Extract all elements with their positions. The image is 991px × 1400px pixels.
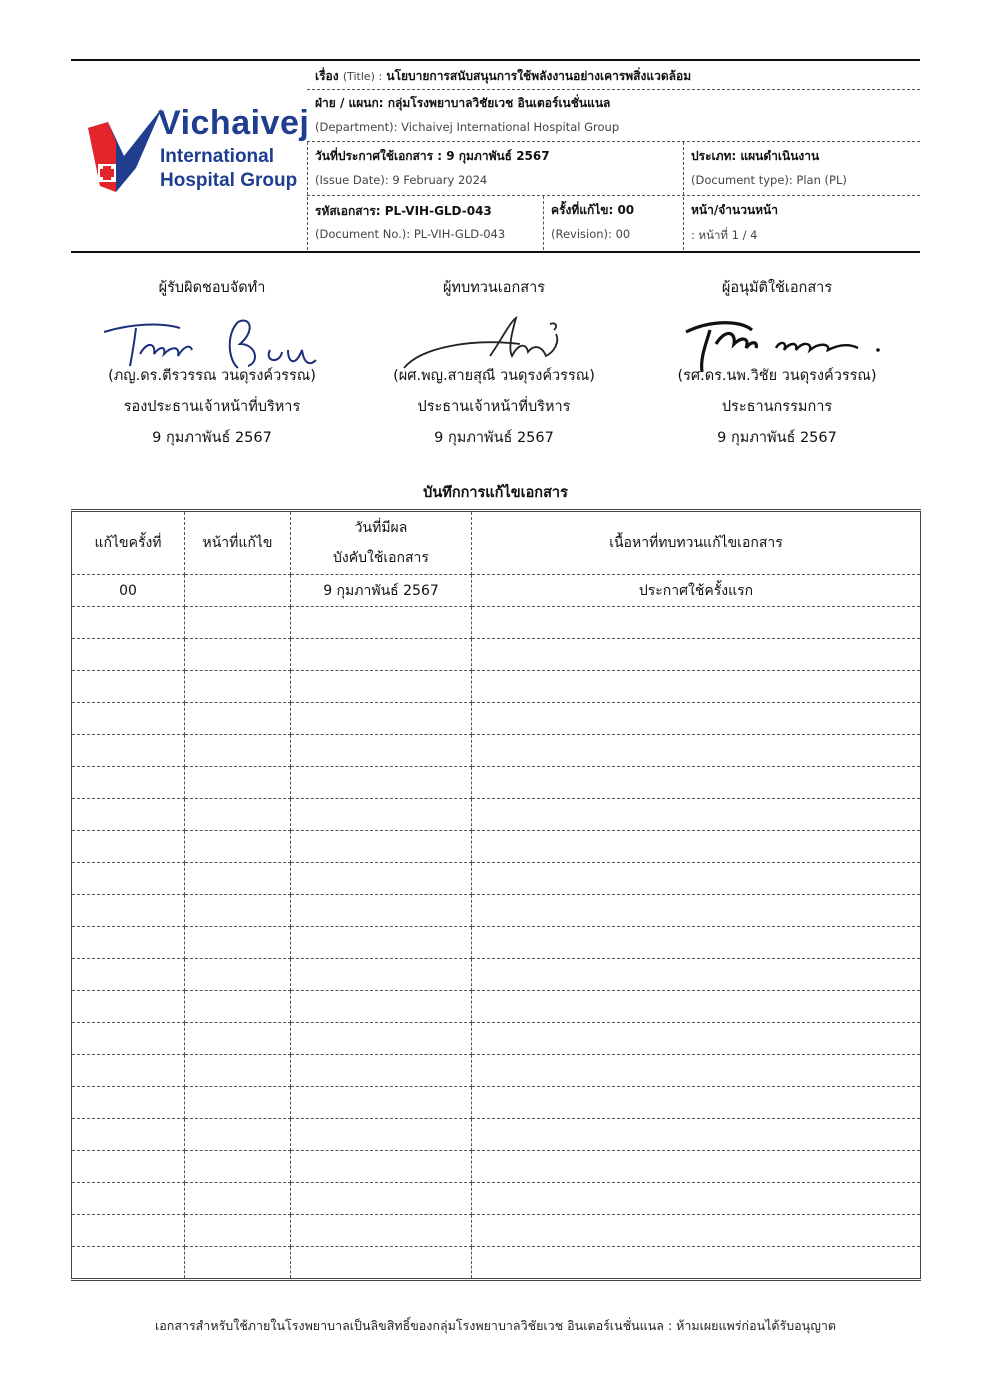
table-cell-empty	[291, 1119, 472, 1151]
table-cell-empty	[72, 767, 185, 799]
table-row-empty	[72, 863, 921, 895]
table-row-empty	[72, 991, 921, 1023]
header-divider	[543, 196, 544, 250]
table-cell-empty	[291, 607, 472, 639]
table-cell-empty	[472, 1247, 921, 1280]
table-cell-empty	[291, 1055, 472, 1087]
signature-block-preparer-details	[62, 366, 362, 448]
logo-brand: Vichaivej	[158, 104, 310, 142]
table-row-empty	[72, 1087, 921, 1119]
signature-block-reviewer-details	[344, 366, 644, 448]
table-row-empty	[72, 1119, 921, 1151]
table-cell-empty	[472, 895, 921, 927]
logo-line3: Hospital Group	[160, 170, 298, 191]
signature-date: 9 กุมภาพันธ์ 2567	[434, 430, 554, 446]
table-cell-empty	[291, 703, 472, 735]
table-cell-empty	[185, 895, 291, 927]
table-row-empty	[72, 1247, 921, 1280]
table-cell-empty	[291, 1183, 472, 1215]
header-divider	[307, 142, 308, 250]
table-row-empty	[72, 1215, 921, 1247]
table-cell-empty	[472, 991, 921, 1023]
table-cell-empty	[72, 799, 185, 831]
page-label: หน้า/จำนวนหน้า	[691, 203, 778, 217]
header-divider	[683, 142, 684, 250]
header-revision-no: แก้ไขครั้งที่	[72, 511, 185, 575]
table-cell-empty	[472, 1151, 921, 1183]
table-cell-empty	[72, 1215, 185, 1247]
signer-name: (รศ.ดร.นพ.วิชัย วนดุรงค์วรรณ)	[677, 368, 877, 384]
cell-revision-no: 00	[72, 575, 185, 607]
table-row-empty	[72, 1023, 921, 1055]
table-cell-empty	[472, 1087, 921, 1119]
table-cell-empty	[185, 799, 291, 831]
table-cell-empty	[72, 1247, 185, 1280]
issue-date-th: วันที่ประกาศใช้เอกสาร : 9 กุมภาพันธ์ 2567	[315, 149, 550, 163]
doc-type-th: ประเภท: แผนดำเนินงาน	[691, 149, 820, 163]
table-cell-empty	[472, 863, 921, 895]
table-cell-empty	[291, 799, 472, 831]
table-cell-empty	[291, 863, 472, 895]
table-cell-empty	[72, 607, 185, 639]
signature-block-preparer	[62, 276, 362, 299]
header-divider	[307, 195, 920, 196]
table-row-empty	[72, 959, 921, 991]
header-content: เนื้อหาที่ทบทวนแก้ไขเอกสาร	[472, 511, 921, 575]
table-cell-empty	[72, 1119, 185, 1151]
signature-image	[100, 310, 320, 370]
signature-date: 9 กุมภาพันธ์ 2567	[717, 430, 837, 446]
table-cell-empty	[72, 639, 185, 671]
table-cell-empty	[472, 959, 921, 991]
table-row-empty	[72, 1151, 921, 1183]
title-row: เรื่อง (Title) : นโยบายการสนับสนุนการใช้พลังงานอย่างเคารพสิ่งแวดล้อม	[315, 69, 692, 83]
table-header-row	[72, 511, 921, 575]
table-cell-empty	[185, 1087, 291, 1119]
revision-th: ครั้งที่แก้ไข: 00	[551, 203, 635, 217]
signature-role: ผู้ทบทวนเอกสาร	[442, 280, 546, 296]
table-cell-empty	[472, 1215, 921, 1247]
table-row-empty	[72, 799, 921, 831]
revision-en: (Revision): 00	[551, 227, 631, 241]
table-cell-empty	[472, 767, 921, 799]
table-cell-empty	[291, 735, 472, 767]
table-cell-empty	[472, 799, 921, 831]
table-cell-empty	[185, 1055, 291, 1087]
table-cell-empty	[185, 639, 291, 671]
table-cell-empty	[72, 831, 185, 863]
signature-role: ผู้อนุมัติใช้เอกสาร	[721, 280, 833, 296]
table-row-empty	[72, 927, 921, 959]
table-cell-empty	[185, 991, 291, 1023]
department-th: ฝ่าย / แผนก: กลุ่มโรงพยาบาลวิชัยเวช อินเตอร์เนชั่นแนล	[315, 96, 611, 110]
signature-image	[680, 314, 890, 374]
signer-position: รองประธานเจ้าหน้าที่บริหาร	[123, 399, 301, 415]
table-cell-empty	[472, 703, 921, 735]
table-cell-empty	[185, 1023, 291, 1055]
table-cell-empty	[72, 703, 185, 735]
table-row-empty	[72, 1183, 921, 1215]
logo-line2: International	[160, 146, 275, 167]
header-effective-line1: วันที่มีผล	[354, 520, 408, 536]
table-cell-empty	[185, 703, 291, 735]
table-cell-empty	[185, 959, 291, 991]
issue-date-en: (Issue Date): 9 February 2024	[315, 173, 488, 187]
footer-notice: เอกสารสำหรับใช้ภายในโรงพยาบาลเป็นลิขสิทธิ์ของกลุ่มโรงพยาบาลวิชัยเวช อินเตอร์เนชั่นแนล : ห้ามเผยแพร่ก่อนได้รับอนุญาต	[154, 1318, 837, 1333]
signature-block-approver-details	[627, 366, 927, 448]
table-row-empty	[72, 639, 921, 671]
doc-type-en: (Document type): Plan (PL)	[691, 173, 847, 187]
table-cell-empty	[291, 895, 472, 927]
table-cell-empty	[291, 1247, 472, 1280]
signature-image	[400, 312, 570, 372]
revision-log-title: บันทึกการแก้ไขเอกสาร	[423, 485, 568, 501]
table-row-empty	[72, 607, 921, 639]
signature-block-approver	[627, 276, 927, 299]
table-cell-empty	[291, 831, 472, 863]
table-cell-empty	[472, 735, 921, 767]
table-cell-empty	[472, 639, 921, 671]
table-row-empty	[72, 671, 921, 703]
signer-position: ประธานกรรมการ	[721, 399, 833, 415]
table-cell-empty	[72, 1183, 185, 1215]
table-row-empty	[72, 895, 921, 927]
table-cell-empty	[185, 607, 291, 639]
table-row-empty	[72, 1055, 921, 1087]
table-cell-empty	[185, 1151, 291, 1183]
header-effective-date	[291, 511, 472, 575]
header-effective-line2: บังคับใช้เอกสาร	[333, 550, 429, 566]
table-row-empty	[72, 735, 921, 767]
table-cell-empty	[185, 927, 291, 959]
table-cell-empty	[72, 671, 185, 703]
table-cell-empty	[291, 927, 472, 959]
signer-position: ประธานเจ้าหน้าที่บริหาร	[417, 399, 571, 415]
table-cell-empty	[185, 1215, 291, 1247]
table-cell-empty	[291, 1023, 472, 1055]
table-cell-empty	[185, 735, 291, 767]
table-cell-empty	[72, 1151, 185, 1183]
table-cell-empty	[472, 607, 921, 639]
table-cell-empty	[72, 991, 185, 1023]
table-cell-empty	[72, 895, 185, 927]
table-cell-empty	[472, 1023, 921, 1055]
header-divider	[307, 141, 920, 142]
table-cell-empty	[472, 671, 921, 703]
header-page: หน้าที่แก้ไข	[185, 511, 291, 575]
revision-log-table	[71, 509, 921, 1281]
cell-content: ประกาศใช้ครั้งแรก	[472, 575, 921, 607]
cell-effective-date: 9 กุมภาพันธ์ 2567	[291, 575, 472, 607]
cell-page	[185, 575, 291, 607]
doc-no-th: รหัสเอกสาร: PL-VIH-GLD-043	[315, 204, 492, 218]
table-cell-empty	[472, 1119, 921, 1151]
signer-name: (ผศ.พญ.สายสุณี วนดุรงค์วรรณ)	[393, 368, 595, 384]
company-logo	[86, 104, 310, 192]
table-cell-empty	[72, 1087, 185, 1119]
department-en: (Department): Vichaivej International Hospital Group	[315, 120, 620, 134]
page-value: : หน้าที่ 1 / 4	[691, 228, 758, 242]
table-cell-empty	[472, 927, 921, 959]
table-cell-empty	[185, 831, 291, 863]
table-cell-empty	[291, 671, 472, 703]
table-cell-empty	[72, 959, 185, 991]
doc-no-en: (Document No.): PL-VIH-GLD-043	[315, 227, 506, 241]
table-cell-empty	[291, 1151, 472, 1183]
table-cell-empty	[291, 639, 472, 671]
table-cell-empty	[291, 767, 472, 799]
table-cell-empty	[185, 1247, 291, 1280]
table-cell-empty	[185, 767, 291, 799]
table-row	[72, 575, 921, 607]
table-cell-empty	[472, 831, 921, 863]
table-cell-empty	[291, 1087, 472, 1119]
table-cell-empty	[185, 863, 291, 895]
table-cell-empty	[72, 927, 185, 959]
table-row-empty	[72, 767, 921, 799]
table-cell-empty	[472, 1183, 921, 1215]
table-cell-empty	[291, 991, 472, 1023]
table-cell-empty	[291, 959, 472, 991]
table-cell-empty	[472, 1055, 921, 1087]
table-cell-empty	[185, 1183, 291, 1215]
table-cell-empty	[72, 863, 185, 895]
signer-name: (ภญ.ดร.ตีรวรรณ วนดุรงค์วรรณ)	[108, 368, 316, 384]
table-row-empty	[72, 703, 921, 735]
table-cell-empty	[72, 1055, 185, 1087]
table-cell-empty	[72, 735, 185, 767]
signature-date: 9 กุมภาพันธ์ 2567	[152, 430, 272, 446]
table-cell-empty	[291, 1215, 472, 1247]
signature-block-reviewer	[344, 276, 644, 299]
signature-role: ผู้รับผิดชอบจัดทำ	[158, 280, 266, 296]
logo-check-icon	[86, 108, 166, 192]
table-cell-empty	[185, 671, 291, 703]
header-divider	[307, 89, 920, 90]
table-cell-empty	[72, 1023, 185, 1055]
table-cell-empty	[185, 1119, 291, 1151]
table-row-empty	[72, 831, 921, 863]
